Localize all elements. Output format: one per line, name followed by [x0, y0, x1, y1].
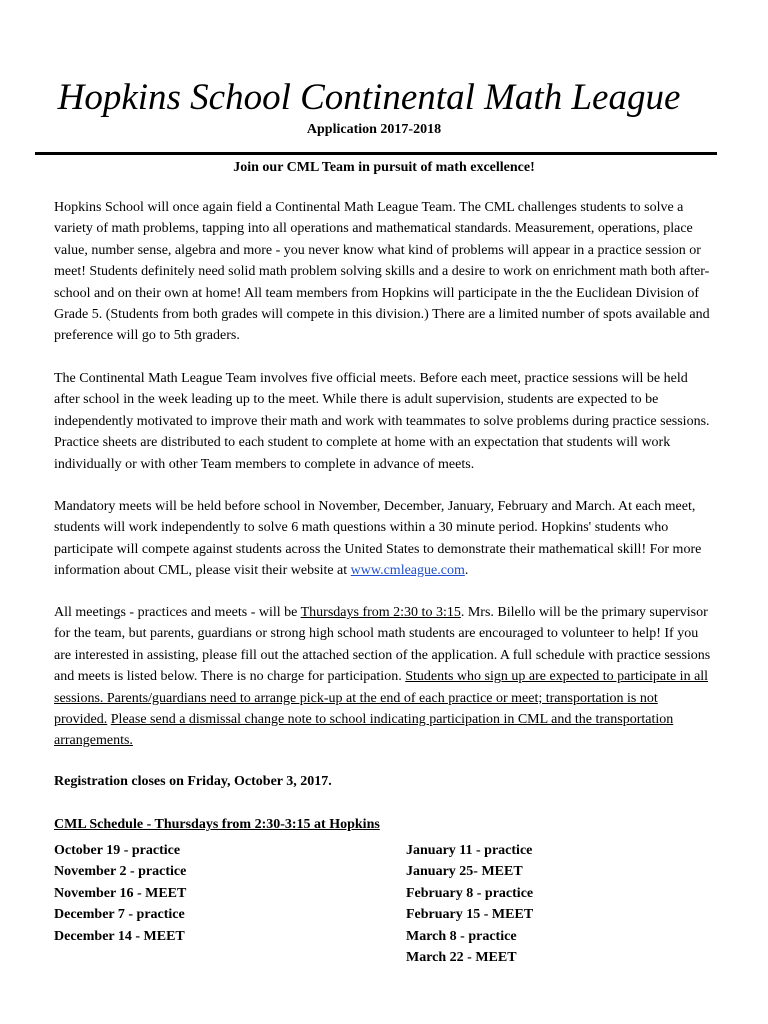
schedule-item: November 2 - practice — [54, 864, 187, 880]
dismissal-note-requirement: Please send a dismissal change note to school indicating participation in CML and the transportation arrangements. — [54, 712, 674, 749]
meetings-paragraph — [54, 602, 714, 752]
meeting-time: Thursdays from 2:30 to 3:15 — [300, 605, 461, 620]
schedule-item: February 8 - practice — [406, 885, 534, 901]
schedule-item: February 15 - MEET — [406, 907, 534, 923]
schedule-item: March 22 - MEET — [406, 950, 517, 966]
schedule-item: October 19 - practice — [54, 843, 181, 858]
meetings-text-b: . Mrs. Bilello will be the primary supervisor for the team, but parents, guardians or strong high school math students are encouraged to volunteer to help! If you are interested in assisting, please fill out the attached section of the application. A full schedule with practice sessions and meets is listed below. There is no charge for participation. — [54, 605, 711, 685]
meets-paragraph: The Continental Math League Team involves five official meets. Before each meet, practice sessions will be held after school in the week leading up to the meet. While there is adult supervision, students are expected to be independently motivated to improve their math and work with teammates to solve problems during practice sessions. Practice sheets are distributed to each student to complete at home with an expectation that students will work individually or with other Team members to complete in advance of meets. — [54, 371, 710, 472]
mandatory-meets-paragraph — [54, 496, 714, 582]
schedule-item: December 14 - MEET — [54, 928, 185, 944]
participation-requirement: Students who sign up are expected to participate in all sessions. Parents/guardians need to arrange pick-up at the end of each practice or meet; transportation is not provided. — [54, 669, 709, 728]
meetings-text-a: All meetings - practices and meets - will be — [54, 605, 301, 620]
schedule-item: January 11 - practice — [406, 843, 533, 858]
divider — [35, 152, 717, 155]
application-year: Application 2017-2018 — [306, 122, 442, 137]
page-title: Hopkins School Continental Math League — [57, 77, 681, 118]
mandatory-meets-text: Mandatory meets will be held before school in November, December, January, February and March. At each meet, students will work independently to solve 6 math questions within a 30 minute period. Hopkins' students who participate will compete against students across the United States to demonstrate their mathematical skill! For more information about CML, please visit their website at — [54, 499, 702, 579]
tagline: Join our CML Team in pursuit of math excellence! — [233, 160, 535, 175]
schedule-item: December 7 - practice — [54, 907, 185, 923]
schedule-item: January 25- MEET — [406, 864, 523, 880]
cml-website-link[interactable]: www.cmleague.com — [350, 563, 465, 579]
period: . — [464, 563, 469, 579]
schedule-item: March 8 - practice — [406, 928, 517, 944]
schedule-left-column — [54, 840, 186, 947]
registration-deadline: Registration closes on Friday, October 3, 2017. — [54, 774, 332, 789]
schedule-item: November 16 - MEET — [54, 885, 187, 901]
schedule-right-column — [406, 840, 533, 968]
schedule-heading: CML Schedule - Thursdays from 2:30-3:15 at Hopkins — [54, 817, 380, 832]
intro-paragraph: Hopkins School will once again field a Continental Math League Team. The CML challenges students to solve a variety of math problems, tapping into all operations and mathematical standards. Measurement, operations, place value, number sense, algebra and more - you never know what kind of problems will appear in a practice session or meet! Students definitely need solid math problem solving skills and a desire to work on enrichment math both after-school and on their own at home! All team members from Hopkins will participate in the the Euclidean Division of Grade 5. (Students from both grades will compete in this division.) There are a limited number of spots available and preference will go to 5th graders. — [54, 200, 710, 344]
